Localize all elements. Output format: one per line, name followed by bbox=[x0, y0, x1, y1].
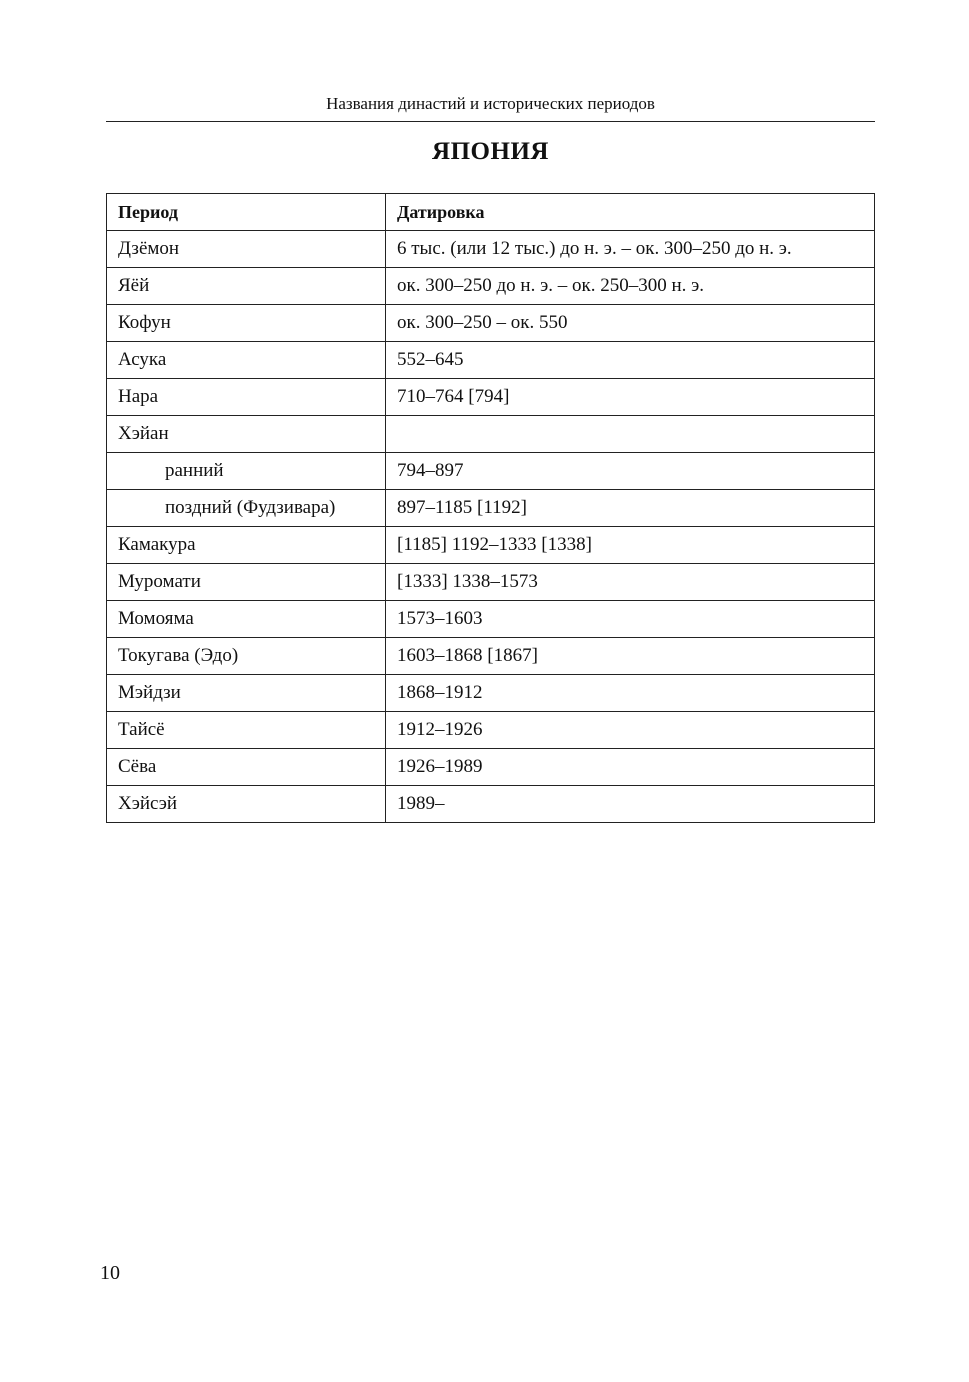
period-cell: Нара bbox=[107, 379, 386, 416]
period-cell: Тайсё bbox=[107, 712, 386, 749]
dating-cell: 1868–1912 bbox=[386, 675, 875, 712]
period-cell: Дзёмон bbox=[107, 231, 386, 268]
dating-cell bbox=[386, 416, 875, 453]
dating-cell: 552–645 bbox=[386, 342, 875, 379]
period-cell: Яёй bbox=[107, 268, 386, 305]
page-number: 10 bbox=[100, 1262, 120, 1284]
table-row bbox=[107, 379, 875, 416]
period-cell: Муромати bbox=[107, 564, 386, 601]
header-rule bbox=[106, 121, 875, 122]
table-row bbox=[107, 712, 875, 749]
period-cell: Кофун bbox=[107, 305, 386, 342]
dating-cell: 1603–1868 [1867] bbox=[386, 638, 875, 675]
dating-cell: 710–764 [794] bbox=[386, 379, 875, 416]
table-row bbox=[107, 490, 875, 527]
period-cell: Сёва bbox=[107, 749, 386, 786]
table-row bbox=[107, 564, 875, 601]
dating-cell: [1333] 1338–1573 bbox=[386, 564, 875, 601]
period-cell: Хэйан bbox=[107, 416, 386, 453]
table-row bbox=[107, 786, 875, 823]
period-cell: Мэйдзи bbox=[107, 675, 386, 712]
table-row bbox=[107, 416, 875, 453]
dating-cell: 1989– bbox=[386, 786, 875, 823]
dating-cell: 6 тыс. (или 12 тыс.) до н. э. – ок. 300–250 до н. э. bbox=[386, 231, 875, 268]
table-row bbox=[107, 453, 875, 490]
period-cell: Камакура bbox=[107, 527, 386, 564]
dating-cell: 1573–1603 bbox=[386, 601, 875, 638]
dating-cell: [1185] 1192–1333 [1338] bbox=[386, 527, 875, 564]
period-cell: Асука bbox=[107, 342, 386, 379]
running-header: Названия династий и исторических периодов bbox=[326, 94, 655, 113]
table-row bbox=[107, 231, 875, 268]
subperiod-cell: поздний (Фудзивара) bbox=[107, 490, 386, 527]
table-row bbox=[107, 638, 875, 675]
dating-cell: 1912–1926 bbox=[386, 712, 875, 749]
periods-table bbox=[106, 193, 875, 823]
table-header-row bbox=[107, 194, 875, 231]
dating-cell: 1926–1989 bbox=[386, 749, 875, 786]
dating-cell: ок. 300–250 до н. э. – ок. 250–300 н. э. bbox=[386, 268, 875, 305]
period-cell: Хэйсэй bbox=[107, 786, 386, 823]
page-title: ЯПОНИЯ bbox=[432, 138, 549, 165]
table-row bbox=[107, 305, 875, 342]
period-cell: Момояма bbox=[107, 601, 386, 638]
table-row bbox=[107, 268, 875, 305]
dating-cell: 794–897 bbox=[386, 453, 875, 490]
subperiod-cell: ранний bbox=[107, 453, 386, 490]
table-row bbox=[107, 675, 875, 712]
column-header-dating: Датировка bbox=[386, 194, 875, 231]
table-row bbox=[107, 342, 875, 379]
table-row bbox=[107, 601, 875, 638]
dating-cell: 897–1185 [1192] bbox=[386, 490, 875, 527]
table-row bbox=[107, 749, 875, 786]
table-row bbox=[107, 527, 875, 564]
period-cell: Токугава (Эдо) bbox=[107, 638, 386, 675]
dating-cell: ок. 300–250 – ок. 550 bbox=[386, 305, 875, 342]
column-header-period: Период bbox=[107, 194, 386, 231]
